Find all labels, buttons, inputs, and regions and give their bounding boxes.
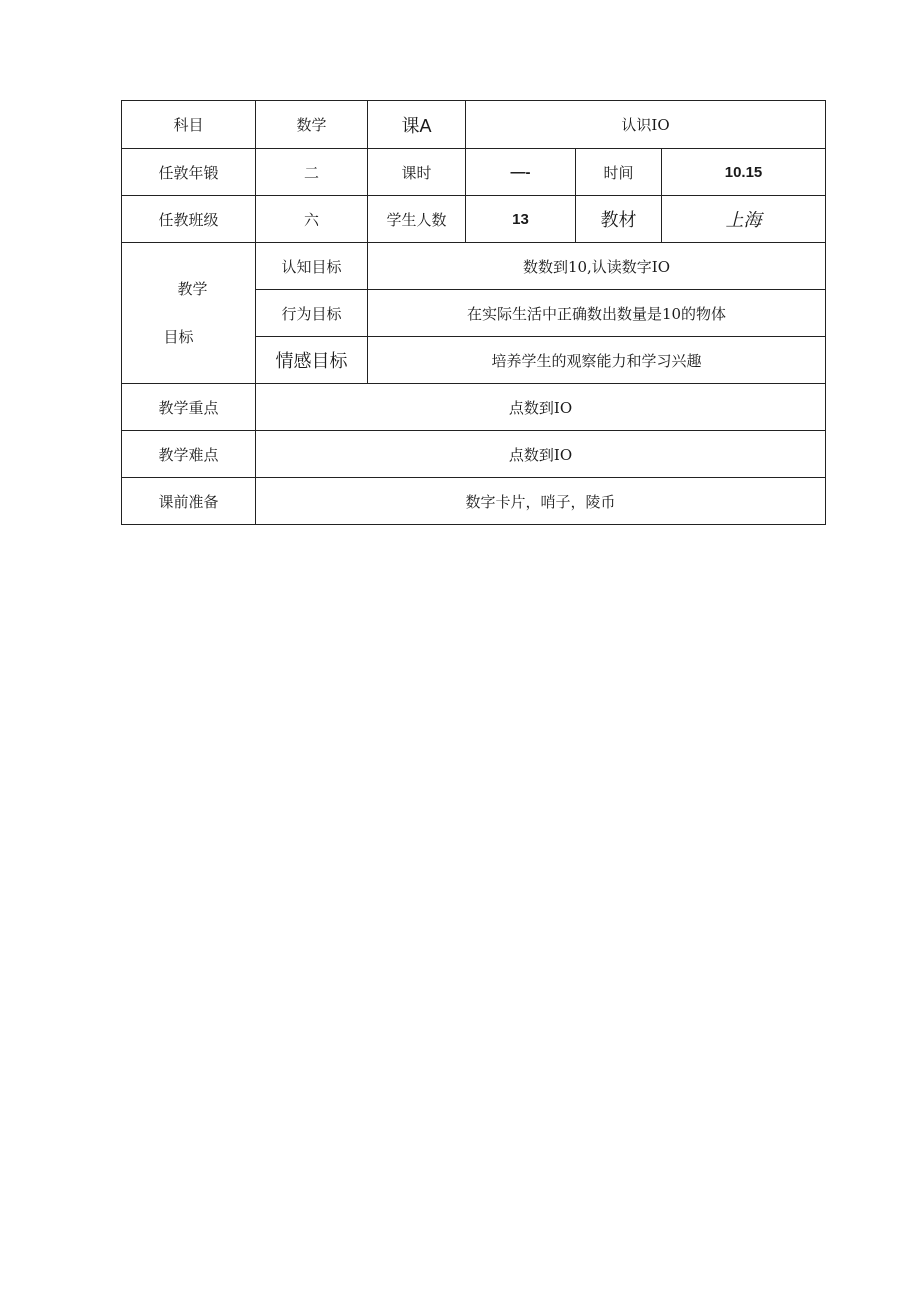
students-value: 13 bbox=[466, 196, 576, 243]
table-row-difficulty bbox=[122, 431, 826, 478]
goal-value-cognitive: 数数到10,认读数字IO bbox=[368, 243, 826, 290]
goal-value-behavior: 在实际生活中正确数出数量是10的物体 bbox=[368, 290, 826, 337]
lesson-label: 课A bbox=[368, 101, 466, 149]
class-label: 任教班级 bbox=[122, 196, 256, 243]
key-point-label: 教学重点 bbox=[122, 384, 256, 431]
goal-label-cognitive: 认知目标 bbox=[256, 243, 368, 290]
preparation-label: 课前准备 bbox=[122, 478, 256, 525]
goal-label-emotion: 情感目标 bbox=[256, 337, 368, 384]
subject-label: 科目 bbox=[122, 101, 256, 149]
textbook-label: 教材 bbox=[576, 196, 662, 243]
table-row-subject bbox=[122, 101, 826, 149]
students-label: 学生人数 bbox=[368, 196, 466, 243]
difficulty-label: 教学难点 bbox=[122, 431, 256, 478]
preparation-value: 数字卡片，哨子，陵币 bbox=[256, 478, 826, 525]
grade-label: 任敦年锻 bbox=[122, 149, 256, 196]
table-row-grade bbox=[122, 149, 826, 196]
textbook-value: 上海 bbox=[662, 196, 826, 243]
lesson-plan-table bbox=[121, 100, 826, 525]
difficulty-value: 点数到IO bbox=[256, 431, 826, 478]
period-value: —- bbox=[466, 149, 576, 196]
table-row-preparation bbox=[122, 478, 826, 525]
time-value: 10.15 bbox=[662, 149, 826, 196]
goal-value-emotion: 培养学生的观察能力和学习兴趣 bbox=[368, 337, 826, 384]
table-row-class bbox=[122, 196, 826, 243]
table-row-goal-cognitive bbox=[122, 243, 826, 290]
key-point-value: 点数到IO bbox=[256, 384, 826, 431]
time-label: 时间 bbox=[576, 149, 662, 196]
grade-value: 二 bbox=[256, 149, 368, 196]
goal-label-behavior: 行为目标 bbox=[256, 290, 368, 337]
teaching-goals-label-line2: 目标 bbox=[163, 328, 194, 346]
teaching-goals-label-line1: 教学 bbox=[177, 280, 208, 298]
teaching-goals-label bbox=[122, 243, 256, 384]
class-value: 六 bbox=[256, 196, 368, 243]
lesson-value: 认识IO bbox=[466, 101, 826, 149]
period-label: 课时 bbox=[368, 149, 466, 196]
table-row-key-point bbox=[122, 384, 826, 431]
subject-value: 数学 bbox=[256, 101, 368, 149]
